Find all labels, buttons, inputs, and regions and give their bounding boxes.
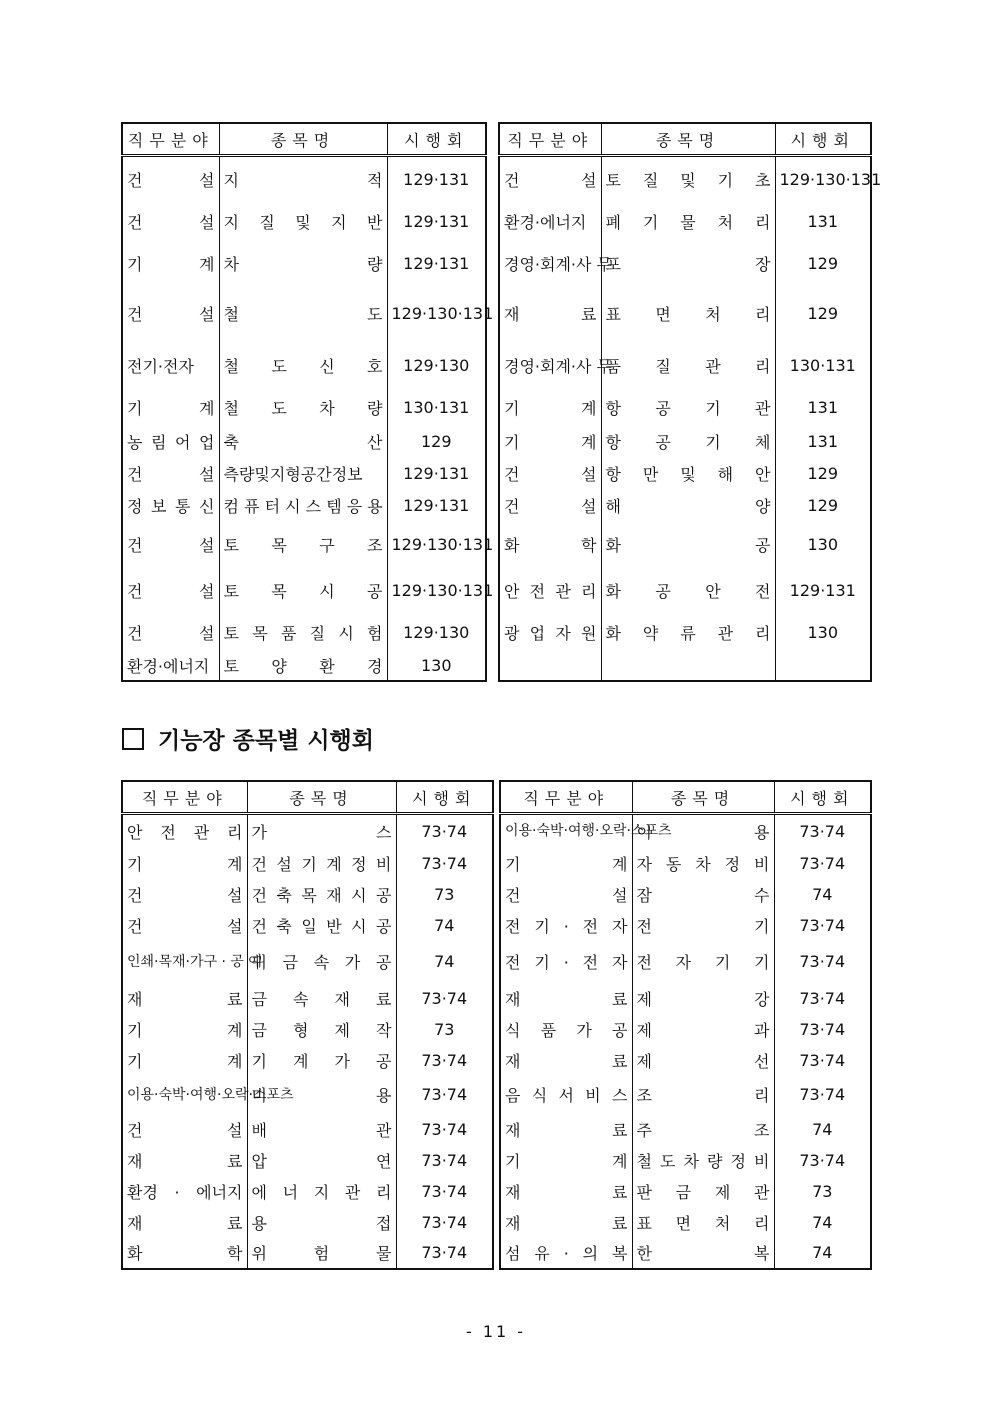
cell-round: 129·130·131	[387, 522, 486, 568]
table-row	[122, 1114, 493, 1145]
cell-round: 129·130·131	[387, 286, 486, 342]
table-row	[499, 651, 871, 681]
cell-name: 차 량	[219, 241, 387, 286]
cell-field: 건 설	[127, 582, 215, 601]
cell-round: 73·74	[774, 814, 871, 848]
cell-round: 73	[396, 879, 493, 910]
cell-field: 기 계	[127, 1020, 243, 1040]
cell-round: 129	[775, 241, 871, 286]
cell-name: 지 적	[219, 156, 387, 203]
cell-field: 기 계	[504, 399, 597, 418]
cell-name: 건 축 일 반 시 공	[247, 910, 396, 941]
cell-name: 지 질 및 지 반	[219, 203, 387, 241]
cell-field: 인쇄·목재·가구 · 공 예	[127, 953, 262, 970]
header-round: 시행회	[774, 781, 871, 814]
cell-field: 기 계	[127, 254, 215, 274]
section-title	[122, 722, 374, 755]
cell-field: 건 설	[504, 497, 597, 516]
cell-name: 해 양	[601, 490, 775, 522]
cell-name: 토 목 품 질 시 험	[219, 614, 387, 651]
cell-field: 환경·에너지	[504, 213, 587, 232]
cell-field: 섬 유 · 의 복	[505, 1244, 628, 1263]
cell-field: 건 설	[504, 465, 597, 484]
table-row	[499, 390, 871, 426]
cell-round: 129	[775, 286, 871, 342]
cell-name: 귀 금 속 가 공	[247, 941, 396, 983]
cell-field: 재 료	[505, 1051, 628, 1071]
cell-round: 73·74	[774, 941, 871, 983]
table-row	[122, 1238, 493, 1269]
cell-round: 129·130	[387, 342, 486, 390]
table-row	[500, 848, 871, 879]
cell-field: 전 기 · 전 자	[505, 916, 628, 936]
cell-name: 화 약 류 관 리	[601, 614, 775, 651]
cell-round: 73·74	[396, 1145, 493, 1176]
cell-round: 129·130	[387, 614, 486, 651]
header-field: 직무분야	[499, 123, 601, 156]
cell-field: 건 설	[127, 536, 215, 555]
cell-name: 건 축 목 재 시 공	[247, 879, 396, 910]
cell-name: 항 공 기 체	[601, 426, 775, 458]
cell-field: 안 전 관 리	[127, 822, 243, 842]
cell-round: 73·74	[774, 1045, 871, 1076]
cell-name: 포 장	[601, 241, 775, 286]
cell-name: 측량및지형공간정보	[219, 458, 387, 490]
cell-field: 건 설	[127, 305, 215, 324]
cell-round: 129·131	[387, 490, 486, 522]
cell-round: 131	[775, 390, 871, 426]
table-row	[500, 1076, 871, 1114]
cell-name: 품 질 관 리	[601, 342, 775, 390]
cell-round: 74	[774, 1114, 871, 1145]
cell-name: 화 공 안 전	[601, 568, 775, 614]
table-row	[499, 458, 871, 490]
table-row	[122, 342, 486, 390]
cell-round: 73·74	[774, 983, 871, 1014]
table-1-right	[498, 122, 882, 682]
cell-round: 129·130·131	[387, 568, 486, 614]
cell-field	[499, 651, 601, 681]
cell-field: 이용·숙박·여행·오락·스포츠	[505, 823, 672, 840]
cell-field: 환경·에너지	[127, 656, 210, 676]
table-row	[500, 1114, 871, 1145]
cell-name: 판 금 제 관	[632, 1176, 774, 1207]
cell-field: 안 전 관 리	[504, 582, 597, 601]
table-row	[122, 1045, 493, 1076]
cell-name: 철 도	[219, 286, 387, 342]
table-row	[122, 568, 486, 614]
cell-round: 73·74	[396, 848, 493, 879]
cell-field: 건 설	[127, 885, 243, 905]
cell-field: 기 계	[127, 854, 243, 874]
cell-name: 이 용	[632, 814, 774, 848]
table-row	[499, 490, 871, 522]
section-title-text: 기능장 종목별 시행회	[158, 727, 374, 754]
cell-round: 129·131	[387, 458, 486, 490]
cell-round: 73·74	[774, 848, 871, 879]
cell-round: 130·131	[387, 390, 486, 426]
cell-name: 금 형 제 작	[247, 1014, 396, 1045]
cell-round: 130	[387, 651, 486, 681]
cell-name: 컴 퓨 터 시 스 템 응 용	[219, 490, 387, 522]
cell-field: 농 림 어 업	[127, 433, 215, 452]
cell-field: 재 료	[127, 1151, 243, 1171]
table-row	[500, 941, 871, 983]
table-row	[499, 426, 871, 458]
table-row	[122, 614, 486, 651]
header-name: 종목명	[632, 781, 774, 814]
cell-name: 한 복	[632, 1238, 774, 1269]
cell-name: 자 동 차 정 비	[632, 848, 774, 879]
cell-field: 음 식 서 비 스	[505, 1086, 628, 1105]
cell-name: 조 리	[632, 1076, 774, 1114]
cell-round: 73·74	[396, 1076, 493, 1114]
cell-round: 73	[774, 1176, 871, 1207]
table-row	[122, 941, 493, 983]
cell-name: 제 강	[632, 983, 774, 1014]
cell-field: 건 설	[127, 1120, 243, 1140]
cell-round: 129·130·131	[775, 156, 871, 203]
cell-round: 73	[396, 1014, 493, 1045]
cell-round: 73·74	[774, 1014, 871, 1045]
cell-name: 토 질 및 기 초	[601, 156, 775, 203]
cell-field: 재 료	[127, 989, 243, 1009]
cell-name: 항 만 및 해 안	[601, 458, 775, 490]
table-row	[122, 1207, 493, 1238]
cell-name: 에 너 지 관 리	[247, 1176, 396, 1207]
header-name: 종목명	[219, 123, 387, 156]
cell-round: 129	[387, 426, 486, 458]
cell-round	[775, 651, 871, 681]
cell-round: 73·74	[396, 1207, 493, 1238]
cell-field: 전 기 · 전 자	[505, 953, 628, 972]
table-row	[500, 814, 871, 848]
table-row	[122, 1145, 493, 1176]
cell-round: 73·74	[396, 1045, 493, 1076]
cell-field: 건 설	[127, 916, 243, 936]
cell-name: 잠 수	[632, 879, 774, 910]
table-row	[499, 614, 871, 651]
cell-name: 폐 기 물 처 리	[601, 203, 775, 241]
cell-round: 73·74	[774, 1145, 871, 1176]
table-row	[122, 522, 486, 568]
table-row	[500, 1014, 871, 1045]
cell-field: 기 계	[127, 1051, 243, 1071]
table-row	[122, 203, 486, 241]
cell-field: 건 설	[127, 213, 215, 232]
table-row	[122, 1014, 493, 1045]
cell-name: 주 조	[632, 1114, 774, 1145]
table-row	[122, 1176, 493, 1207]
header-round: 시행회	[387, 123, 486, 156]
cell-round: 129	[775, 490, 871, 522]
cell-name: 전 자 기 기	[632, 941, 774, 983]
cell-field: 경영·회계·사 무	[504, 254, 612, 274]
cell-field: 재 료	[505, 1182, 628, 1202]
table-row	[499, 568, 871, 614]
table-row	[122, 983, 493, 1014]
cell-name: 축 산	[219, 426, 387, 458]
cell-round: 73·74	[396, 1238, 493, 1269]
cell-field: 경영·회계·사 무	[504, 357, 612, 376]
cell-field: 재 료	[505, 1120, 628, 1140]
table-row	[122, 390, 486, 426]
table-row	[122, 241, 486, 286]
cell-name: 용 접	[247, 1207, 396, 1238]
cell-round: 73·74	[396, 983, 493, 1014]
header-field: 직무분야	[500, 781, 632, 814]
cell-field: 기 계	[505, 854, 628, 874]
cell-field: 재 료	[505, 989, 628, 1009]
table-row	[122, 426, 486, 458]
cell-round: 130	[775, 614, 871, 651]
cell-field: 광 업 자 원	[504, 623, 597, 643]
cell-name: 표 면 처 리	[632, 1207, 774, 1238]
cell-name: 토 목 시 공	[219, 568, 387, 614]
cell-field: 건 설	[127, 465, 215, 484]
cell-field: 건 설	[504, 171, 597, 191]
cell-field: 재 료	[504, 305, 597, 324]
cell-name: 토 양 환 경	[219, 651, 387, 681]
cell-round: 129·131	[387, 203, 486, 241]
table-row	[122, 286, 486, 342]
cell-name: 배 관	[247, 1114, 396, 1145]
cell-round: 74	[396, 941, 493, 983]
cell-field: 화 학	[504, 536, 597, 555]
cell-field: 환경 · 에너지	[127, 1182, 243, 1202]
cell-round: 73·74	[774, 1076, 871, 1114]
cell-field: 재 료	[505, 1213, 628, 1233]
cell-name: 기 계 가 공	[247, 1045, 396, 1076]
table-row	[499, 156, 871, 203]
table-row	[122, 910, 493, 941]
cell-round: 129·131	[387, 156, 486, 203]
cell-field: 이용·숙박·여행·오락·스포츠	[127, 1086, 294, 1103]
table-row	[499, 203, 871, 241]
table-row	[500, 1207, 871, 1238]
cell-name: 제 선	[632, 1045, 774, 1076]
cell-name: 토 목 구 조	[219, 522, 387, 568]
table-row	[122, 1076, 493, 1114]
cell-name: 위 험 물	[247, 1238, 396, 1269]
cell-field: 기 계	[504, 433, 597, 452]
table-row	[122, 490, 486, 522]
cell-field: 화 학	[127, 1244, 243, 1263]
cell-round: 73·74	[396, 1114, 493, 1145]
cell-field: 기 계	[127, 399, 215, 418]
table-row	[500, 1238, 871, 1269]
table-row	[122, 651, 486, 681]
table-2-right	[499, 780, 872, 1270]
cell-round: 130	[775, 522, 871, 568]
cell-round: 129·131	[775, 568, 871, 614]
cell-round: 131	[775, 203, 871, 241]
cell-name: 화 공	[601, 522, 775, 568]
table-2-left	[121, 780, 494, 1270]
table-row	[122, 458, 486, 490]
table-row	[500, 879, 871, 910]
cell-round: 130·131	[775, 342, 871, 390]
cell-name: 금 속 재 료	[247, 983, 396, 1014]
table-row	[500, 1176, 871, 1207]
table-row	[122, 848, 493, 879]
cell-round: 73·74	[396, 814, 493, 848]
cell-name: 표 면 처 리	[601, 286, 775, 342]
table-row	[500, 1045, 871, 1076]
cell-name	[601, 651, 775, 681]
cell-field: 정 보 통 신	[127, 497, 215, 516]
table-row	[499, 522, 871, 568]
header-field: 직무분야	[122, 781, 247, 814]
cell-round: 73·74	[774, 910, 871, 941]
cell-field: 건 설	[127, 623, 215, 643]
cell-field: 전기·전자	[127, 357, 194, 376]
table-row	[122, 879, 493, 910]
cell-name: 미 용	[247, 1076, 396, 1114]
cell-name: 가 스	[247, 814, 396, 848]
table-row	[122, 156, 486, 203]
cell-name: 제 과	[632, 1014, 774, 1045]
cell-name: 전 기	[632, 910, 774, 941]
table-1-left	[121, 122, 494, 682]
cell-round: 74	[774, 879, 871, 910]
cell-name: 항 공 기 관	[601, 390, 775, 426]
header-round: 시행회	[775, 123, 871, 156]
cell-name: 철 도 차 량	[219, 390, 387, 426]
cell-name: 철 도 차 량 정 비	[632, 1145, 774, 1176]
cell-round: 131	[775, 426, 871, 458]
table-row	[500, 983, 871, 1014]
header-name: 종목명	[247, 781, 396, 814]
table-row	[499, 241, 871, 286]
cell-round: 73·74	[396, 1176, 493, 1207]
header-field: 직무분야	[122, 123, 219, 156]
cell-field: 재 료	[127, 1213, 243, 1233]
cell-field: 건 설	[505, 885, 628, 905]
table-row	[122, 814, 493, 848]
cell-field: 건 설	[127, 171, 215, 191]
cell-round: 74	[774, 1207, 871, 1238]
table-row	[500, 1145, 871, 1176]
table-row	[500, 910, 871, 941]
page-number: - 11 -	[465, 1322, 527, 1341]
cell-name: 압 연	[247, 1145, 396, 1176]
cell-round: 74	[774, 1238, 871, 1269]
cell-name: 건 설 기 계 정 비	[247, 848, 396, 879]
cell-field: 기 계	[505, 1151, 628, 1171]
cell-round: 129	[775, 458, 871, 490]
header-round: 시행회	[396, 781, 493, 814]
cell-name: 철 도 신 호	[219, 342, 387, 390]
cell-field: 식 품 가 공	[505, 1020, 628, 1040]
checkbox-icon	[122, 728, 144, 750]
table-row	[499, 286, 871, 342]
cell-round: 74	[396, 910, 493, 941]
header-name: 종목명	[601, 123, 775, 156]
cell-round: 129·131	[387, 241, 486, 286]
table-row	[499, 342, 871, 390]
